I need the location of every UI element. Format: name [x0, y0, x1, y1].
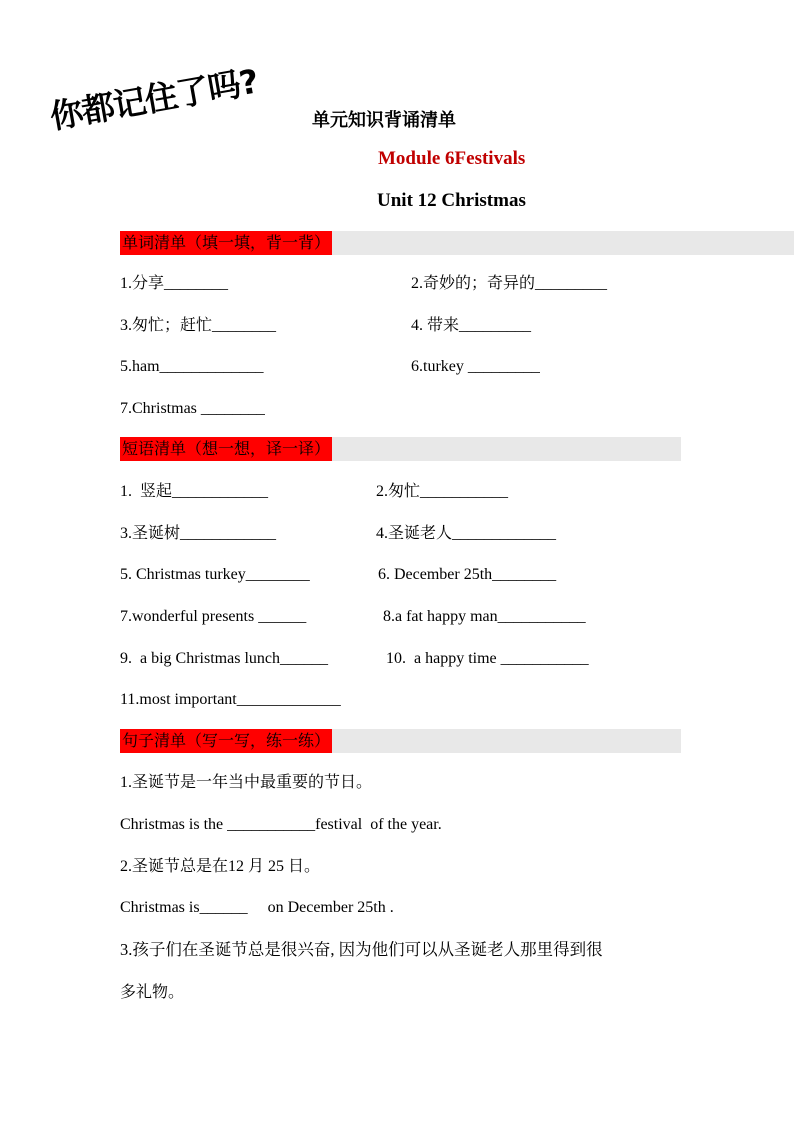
- phrase-item: 4.圣诞老人_____________: [376, 525, 557, 542]
- sentence-item: 2.圣诞节总是在12 月 25 日。: [120, 858, 321, 875]
- word-item: 2.奇妙的；奇异的_________: [411, 275, 608, 292]
- word-item: 7.Christmas ________: [120, 400, 265, 417]
- document-title: 单元知识背诵清单: [312, 110, 456, 131]
- memory-stamp: 你都记住了吗?: [47, 61, 261, 137]
- word-item: 6.turkey _________: [411, 358, 540, 375]
- word-item: 5.ham_____________: [120, 358, 264, 375]
- phrase-item: 7.wonderful presents ______: [120, 608, 307, 625]
- words-section-label: 单词清单（填一填，背一背）: [120, 231, 332, 255]
- phrase-item: 1. 竖起____________: [120, 483, 269, 500]
- module-title: Module 6Festivals: [378, 148, 526, 169]
- phrase-item: 2.匆忙___________: [376, 483, 509, 500]
- phrases-section-label: 短语清单（想一想，译一译）: [120, 437, 332, 461]
- phrase-item: 6. December 25th________: [378, 566, 557, 583]
- phrases-section-bar: [120, 437, 681, 461]
- sentence-item: 3.孩子们在圣诞节总是很兴奋, 因为他们可以从圣诞老人那里得到很: [120, 940, 603, 959]
- words-section-bar: [120, 231, 794, 255]
- unit-title: Unit 12 Christmas: [377, 190, 526, 211]
- word-item: 1.分享________: [120, 275, 229, 292]
- sentence-item: Christmas is______ on December 25th .: [120, 899, 394, 916]
- word-item: 4. 带来_________: [411, 317, 532, 334]
- phrase-item: 8.a fat happy man___________: [383, 608, 586, 625]
- sentence-item: 1.圣诞节是一年当中最重要的节日。: [120, 774, 373, 791]
- phrase-item: 3.圣诞树____________: [120, 525, 277, 542]
- sentences-section-bar: [120, 729, 681, 753]
- phrase-item: 10. a happy time ___________: [386, 650, 589, 667]
- word-item: 3.匆忙；赶忙________: [120, 317, 277, 334]
- phrase-item: 9. a big Christmas lunch______: [120, 650, 328, 667]
- sentence-item: 多礼物。: [120, 984, 185, 1001]
- phrase-item: 11.most important_____________: [120, 691, 341, 708]
- sentences-section-label: 句子清单（写一写，练一练）: [120, 729, 332, 753]
- sentence-item: Christmas is the ___________festival of the year.: [120, 816, 442, 833]
- phrase-item: 5. Christmas turkey________: [120, 566, 310, 583]
